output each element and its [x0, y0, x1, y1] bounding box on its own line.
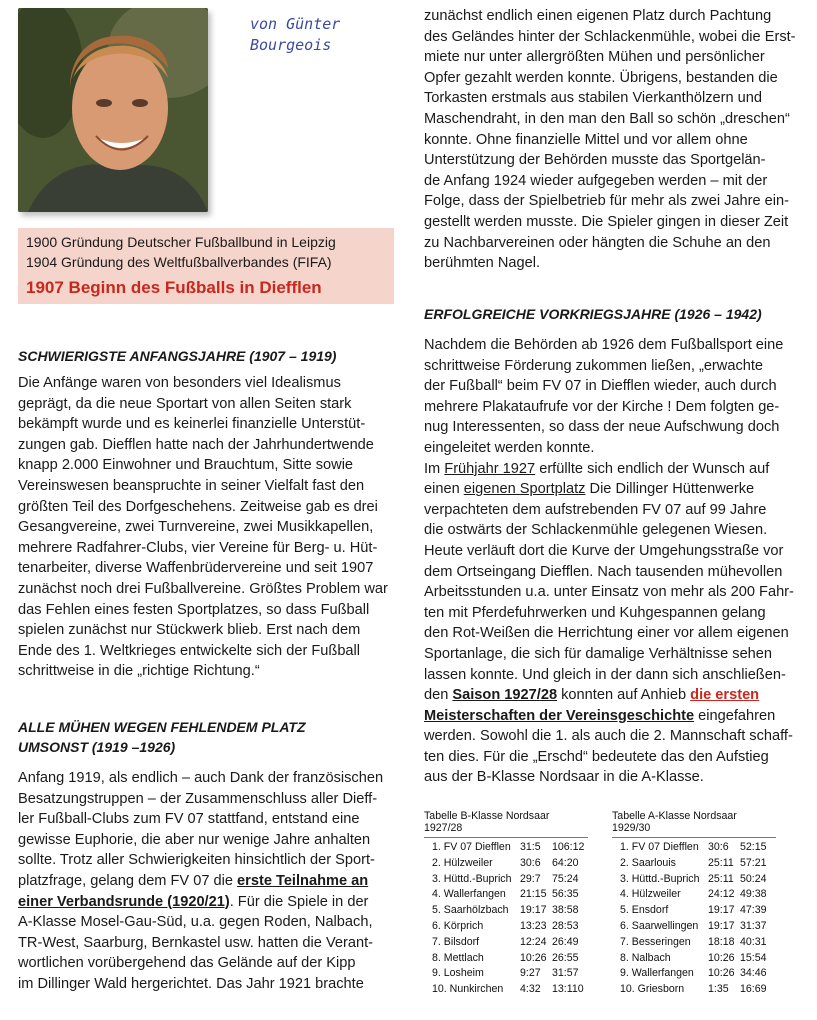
table-b-klasse-1927-28 [424, 810, 588, 998]
text-line: Die Anfänge waren von besonders viel Idealismus [18, 375, 341, 391]
text-line: ten dies. Für die „Erschd“ bedeutete das den Aufstieg [424, 748, 769, 765]
text-line: sollte. Trotz aller Schwierigkeiten hinsichtlich der Sport- [18, 852, 375, 869]
text-line: dem Ortseingang Diefflen. Nach tausenden mühevollen [424, 563, 783, 580]
text-line: bekämpft wurde und es keinerlei finanzielle Unterstüt- [18, 416, 366, 433]
table-row [424, 856, 588, 872]
team-cell: 9. Losheim [432, 967, 484, 980]
table-row [612, 887, 776, 903]
heading-muehen-line-2: UMSONST (1919 –1926) [18, 739, 176, 755]
text-line: der Fußball“ beim FV 07 in Diefflen wieder, auch durch [424, 378, 777, 395]
team-cell: 5. Ensdorf [620, 904, 669, 917]
table-row [612, 903, 776, 919]
author-photo [18, 8, 208, 212]
text-line: im Dillinger Wald hergerichtet. Das Jahr 1921 brachte [18, 975, 364, 992]
text-line: den Rot-Weißen die Herrichtung einer vor allem eigenen [424, 625, 789, 642]
team-cell: 8. Nalbach [620, 951, 671, 964]
goals-cell: 34:46 [740, 967, 767, 980]
table-row [612, 872, 776, 888]
paragraph-anfangsjahre [18, 373, 398, 682]
table-row [424, 982, 588, 998]
team-cell: 3. Hüttd.-Buprich [620, 872, 700, 885]
text-line: Vereinswesen beanspruchte in seiner Vielfalt fast den [18, 477, 365, 494]
table-title: Tabelle A-Klasse Nordsaar [612, 810, 737, 822]
text-line: den Saison 1927/28 konnten auf Anhieb die ersten [424, 687, 760, 704]
table-row [424, 872, 588, 888]
text-line: Gesangvereine, zwei Turnvereine, zwei Musikkapellen, [18, 519, 374, 536]
points-cell: 1:35 [708, 983, 729, 996]
heading-muehen-line-1: ALLE MÜHEN WEGEN FEHLENDEM PLATZ [18, 719, 306, 735]
text-line: schrittweise in die „richtige Richtung.“ [18, 663, 260, 680]
goals-cell: 28:53 [552, 919, 579, 932]
table-row [612, 919, 776, 935]
goals-cell: 38:58 [552, 904, 579, 917]
table-row [612, 840, 776, 856]
text-line: einen eigenen Sportplatz Die Dillinger Hüttenwerke [424, 481, 755, 498]
team-cell: 8. Mettlach [432, 951, 484, 964]
timeline-box [18, 228, 394, 304]
text-line: werden. Sowohl die 1. als auch die 2. Mannschaft schaff- [424, 728, 793, 745]
link-verbandsrunde-1: erste Teilnahme an [237, 872, 369, 889]
points-cell: 9:27 [520, 967, 541, 980]
text-line: nug Interessenten, so dass der neue Aufschwung doch [424, 419, 780, 436]
table-row [424, 966, 588, 982]
text-line: platzfrage, gelang dem FV 07 die erste Teilnahme an [18, 872, 369, 889]
text-line: A-Klasse Mosel-Gau-Süd, u.a. gegen Roden, Nalbach, [18, 914, 373, 931]
table-row [424, 840, 588, 856]
portrait-image [18, 8, 208, 212]
team-cell: 7. Bilsdorf [432, 935, 480, 948]
points-cell: 13:23 [520, 919, 547, 932]
team-cell: 9. Wallerfangen [620, 967, 694, 980]
text-line: Nachdem die Behörden ab 1926 dem Fußballsport eine [424, 337, 784, 353]
text-line: verpachteten dem aufstrebenden FV 07 auf 99 Jahre [424, 501, 767, 518]
table-row [612, 982, 776, 998]
text-line: die ostwärts der Schlackenmühle gelegenen Wiesen. [424, 522, 768, 539]
points-cell: 12:24 [520, 935, 547, 948]
text-line: knapp 2.000 Einwohner und Brauchtum, Sitte sowie [18, 457, 354, 474]
text-line: Torkasten erstmals aus stabilen Vierkanthölzern und [424, 90, 762, 107]
goals-cell: 15:54 [740, 951, 767, 964]
text-line: TR-West, Saarburg, Bernkastel usw. hatten die Verant- [18, 934, 374, 951]
text-line: Anfang 1919, als endlich – auch Dank der französischen [18, 770, 384, 786]
text-line: Folge, dass der Spielbetrieb für mehr als zwei Jahre ein- [424, 193, 790, 210]
points-cell: 30:6 [708, 841, 729, 853]
text-line: Im Frühjahr 1927 erfüllte sich endlich der Wunsch auf [424, 460, 770, 477]
text-line: Meisterschaften der Vereinsgeschichte eingefahren [424, 707, 776, 724]
goals-cell: 75:24 [552, 872, 579, 885]
table-season: 1929/30 [612, 822, 651, 834]
underline-fruehjahr-1927: Frühjahr 1927 [444, 460, 536, 477]
points-cell: 10:26 [708, 951, 735, 964]
heading-vorkriegsjahre: ERFOLGREICHE VORKRIEGSJAHRE (1926 – 1942) [424, 306, 762, 322]
text-line: schrittweise Förderung zukommen ließen, „erwachte [424, 357, 764, 374]
text-line: tenarbeiter, diverse Waffenbrüdervereine und seit 1907 [18, 560, 374, 577]
table-row [612, 966, 776, 982]
points-cell: 25:11 [708, 856, 734, 869]
goals-cell: 57:21 [740, 856, 767, 869]
text-line: aus der B-Klasse Nordsaar in die A-Klasse. [424, 769, 704, 786]
goals-cell: 50:24 [740, 872, 767, 885]
goals-cell: 64:20 [552, 856, 579, 869]
team-cell: 4. Wallerfangen [432, 888, 506, 901]
team-cell: 2. Hülzweiler [432, 856, 493, 869]
team-cell: 5. Saarhölzbach [432, 904, 509, 917]
team-cell: 10. Griesborn [620, 983, 685, 996]
goals-cell: 40:31 [740, 935, 767, 948]
text-line: Maschendraht, in den man den Ball so schön „dreschen“ [424, 110, 790, 127]
text-line: des Geländes hinter der Schlackenmühle, wobei die Erst- [424, 28, 796, 45]
text-line: zungen gab. Diefflen hatte nach der Jahrhundertwende [18, 436, 374, 453]
points-cell: 19:17 [520, 904, 547, 917]
timeline-1904: 1904 Gründung des Weltfußballverbandes (FIFA) [26, 254, 332, 270]
text-line: Heute verläuft dort die Kurve der Umgehungsstraße vor [424, 542, 784, 559]
text-line: Opfer gezahlt werden konnte. Übrigens, bestanden die [424, 69, 778, 86]
points-cell: 19:17 [708, 919, 735, 932]
table-divider [424, 837, 588, 838]
points-cell: 25:11 [708, 872, 734, 885]
table-row [424, 887, 588, 903]
team-cell: 6. Saarwellingen [620, 919, 699, 932]
team-cell: 3. Hüttd.-Buprich [432, 872, 512, 885]
team-cell: 4. Hülzweiler [620, 888, 681, 901]
underline-eigener-sportplatz: eigenen Sportplatz [463, 481, 586, 498]
text-line: zunächst endlich einen eigenen Platz durch Pachtung [424, 8, 772, 24]
table-a-klasse-1929-30 [612, 810, 776, 998]
link-verbandsrunde-2: einer Verbandsrunde (1920/21) [18, 893, 230, 910]
goals-cell: 52:15 [740, 841, 767, 853]
goals-cell: 13:110 [552, 983, 584, 996]
table-row [612, 856, 776, 872]
text-line: ler Fußball-Clubs zum FV 07 stattfand, entstand eine [18, 811, 360, 828]
points-cell: 18:18 [708, 935, 735, 948]
team-cell: 2. Saarlouis [620, 856, 676, 869]
timeline-1907-highlight: 1907 Beginn des Fußballs in Diefflen [26, 278, 322, 297]
table-divider [612, 837, 776, 838]
text-line: gestellt werden musste. Die Spieler gingen in dieser Zeit [424, 213, 789, 230]
text-line: de Anfang 1924 wieder aufgegeben werden – mit der [424, 172, 768, 189]
text-line: gewisse Euphorie, die aber nur wenige Jahre anhalten [18, 831, 371, 848]
goals-cell: 56:35 [552, 888, 579, 901]
goals-cell: 26:49 [552, 935, 579, 948]
goals-cell: 26:55 [552, 951, 579, 964]
table-row [424, 919, 588, 935]
text-line: mehrere Radfahrer-Clubs, vier Vereine für Berg- u. Hüt- [18, 539, 378, 556]
text-line: Unterstützung der Behörden musste das Sportgelän- [424, 152, 766, 169]
goals-cell: 31:57 [552, 967, 579, 980]
table-row [612, 951, 776, 967]
table-row [424, 903, 588, 919]
text-line: Ende des 1. Weltkrieges entwickelte sich der Fußball [18, 642, 361, 659]
points-cell: 10:26 [520, 951, 547, 964]
text-line: das Fehlen eines festen Sportplatzes, so dass Fußball [18, 601, 370, 618]
table-row [612, 935, 776, 951]
team-cell: 6. Körprich [432, 919, 484, 932]
text-line: ten mit Pferdefuhrwerken und Kuhgespannen gelang [424, 604, 766, 621]
points-cell: 21:15 [520, 888, 547, 901]
text-line: Besatzungstruppen – der Zusammenschluss aller Dieff- [18, 790, 378, 807]
table-row [424, 951, 588, 967]
text-line: miete nur unter allergrößten Mühen und persönlicher [424, 49, 765, 66]
goals-cell: 106:12 [552, 841, 585, 853]
points-cell: 4:32 [520, 983, 541, 996]
underline-saison: Saison 1927/28 [452, 687, 558, 704]
underline-erste-meisterschaften: die ersten [690, 687, 760, 704]
text-line: Arbeitsstunden u.a. unter Einsatz von mehr als 200 Fahr- [424, 584, 794, 601]
text-line: spielen zunächst nur Stückwerk blieb. Erst nach dem [18, 622, 361, 639]
text-line: zunächst noch drei Fußballvereine. Größtes Problem war [18, 580, 388, 597]
text-line: zu Nachbarvereinen oder hängten die Schuhe an den [424, 234, 771, 251]
text-line: mehrere Plakataufrufe vor der Kirche ! Dem folgten ge- [424, 398, 780, 415]
team-cell: 1. FV 07 Diefflen [620, 841, 699, 853]
paragraph-muehen [18, 768, 398, 995]
heading-anfangsjahre: SCHWIERIGSTE ANFANGSJAHRE (1907 – 1919) [18, 348, 337, 364]
points-cell: 31:5 [520, 841, 541, 853]
text-line: lassen konnte. Und gleich in der dann sich anschließen- [424, 666, 786, 683]
text-line: Sportanlage, die sich für damalige Verhältnisse sehen [424, 645, 773, 662]
paragraph-vorkriegsjahre [424, 335, 804, 788]
table-row [424, 935, 588, 951]
team-cell: 10. Nunkirchen [432, 983, 504, 996]
goals-cell: 49:38 [740, 888, 767, 901]
goals-cell: 16:69 [740, 983, 767, 996]
author-line-2: Bourgeois [250, 36, 332, 54]
author-line-1: von Günter [250, 15, 341, 33]
table-title: Tabelle B-Klasse Nordsaar [424, 810, 550, 822]
text-line: geprägt, da die neue Sportart von allen Seiten stark [18, 395, 352, 412]
points-cell: 29:7 [520, 872, 541, 885]
paragraph-continuation [424, 6, 804, 274]
text-line: einer Verbandsrunde (1920/21). Für die Spiele in der [18, 893, 369, 910]
underline-vereinsgeschichte: Meisterschaften der Vereinsgeschichte [424, 707, 695, 724]
points-cell: 30:6 [520, 856, 541, 869]
goals-cell: 47:39 [740, 904, 767, 917]
text-line: berühmten Nagel. [424, 255, 541, 272]
text-line: größten Teil des Dorfgeschehens. Zeitweise gab es drei [18, 498, 378, 515]
points-cell: 19:17 [708, 904, 735, 917]
team-cell: 1. FV 07 Diefflen [432, 841, 511, 853]
goals-cell: 31:37 [740, 919, 767, 932]
points-cell: 24:12 [708, 888, 735, 901]
table-season: 1927/28 [424, 822, 463, 834]
points-cell: 10:26 [708, 967, 735, 980]
text-line: konnte. Ohne finanzielle Mittel und vor allem ohne [424, 131, 748, 148]
timeline-1900: 1900 Gründung Deutscher Fußballbund in Leipzig [26, 234, 336, 250]
text-line: eingeleitet werden konnte. [424, 439, 595, 456]
author-credit [250, 14, 390, 56]
team-cell: 7. Besseringen [620, 935, 691, 948]
text-line: wortlichen vorübergehend das Gelände auf der Kipp [18, 955, 356, 972]
